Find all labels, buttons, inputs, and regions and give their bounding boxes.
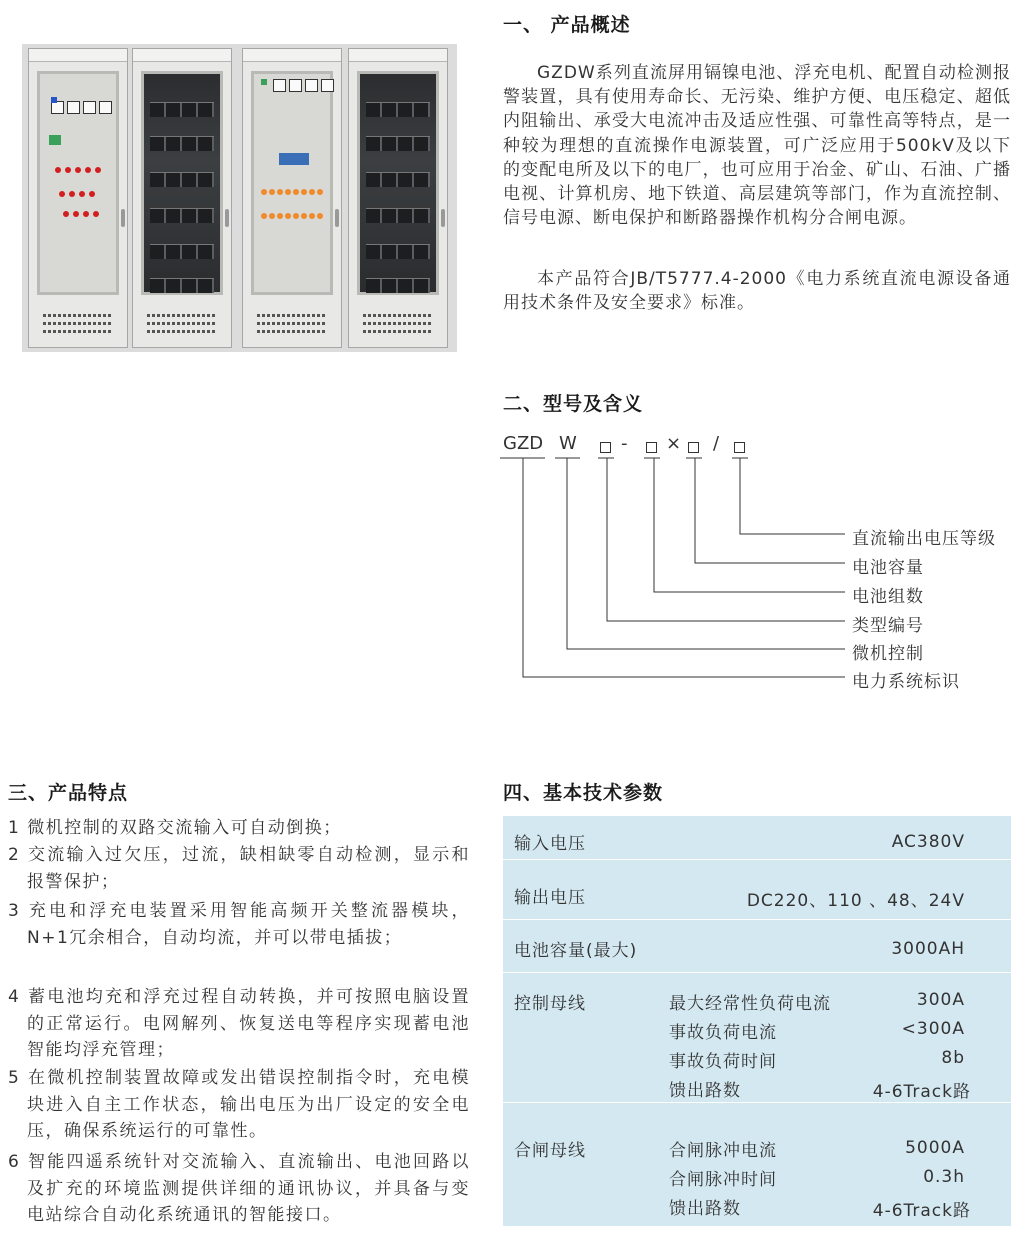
param-battery-capacity-value: 3000AH [891,939,965,959]
param-control-row-name: 馈出路数 [669,1081,741,1101]
feature-item: 6 智能四遥系统针对交流输入、直流输出、电池回路以及扩充的环境监测提供详细的通讯协议，并具备与变电站综合自动化系统通讯的智能接口。 [8,1152,470,1225]
overview-paragraph-1: GZDW系列直流屏用镉镍电池、浮充电机、配置自动检测报警装置，具有使用寿命长、无污染、维护方便、电压稳定、超低内阻输出、承受大电流冲击及适应性强、可靠性高等特点，是一种较为理想的直流操作电源装置，可广泛应用于500kV及以下的变配电所及以下的电厂，也可应用于冶金、矿山、石油、广播电视、计算机房、地下铁道、高层建筑等部门，作为直流控制、信号电源、断电保护和断路器操作机构分合闸电源。 [503,63,1011,229]
model-label-voltage: 直流输出电压等级 [852,529,996,549]
features-heading: 三、产品特点 [8,782,129,804]
param-closing-row-value: 5000A [905,1138,965,1158]
model-times: × [666,433,682,454]
overview-heading: 一、 产品概述 [503,14,631,36]
param-control-row-value: 4-6Track路 [872,1082,971,1102]
param-closing-row-name: 馈出路数 [669,1199,741,1219]
param-control-bus-label: 控制母线 [514,994,586,1014]
overview-paragraph-2: 本产品符合JB/T5777.4-2000《电力系统直流电源设备通用技术条件及安全要求》标准。 [503,269,1011,314]
model-code-w: W [559,433,577,454]
model-label-micro: 微机控制 [852,644,924,664]
param-closing-row-value: 0.3h [923,1167,965,1187]
param-closing-bus-label: 合闸母线 [514,1141,586,1161]
model-label-type: 类型编号 [852,616,924,636]
model-heading: 二、型号及含义 [503,393,644,415]
param-control-row-value: 300A [916,990,965,1010]
model-code-prefix: GZD [503,433,544,454]
param-control-row-name: 事故负荷电流 [669,1023,777,1043]
param-output-voltage-label: 输出电压 [514,888,586,908]
param-control-row-name: 事故负荷时间 [669,1052,777,1072]
param-closing-row-value: 4-6Track路 [872,1201,971,1221]
param-control-row-value: <300A [901,1019,965,1039]
params-table [503,816,1011,1226]
param-control-row-value: 8b [941,1048,965,1068]
feature-item: 5 在微机控制装置故障或发出错误控制指令时，充电模块进入自主工作状态，输出电压为出厂设定的安全电压，确保系统运行的可靠性。 [8,1068,470,1141]
feature-item: 2 交流输入过欠压，过流，缺相缺零自动检测，显示和报警保护； [8,845,470,892]
model-label-capacity: 电池容量 [852,558,924,578]
model-dash: - [621,433,628,454]
feature-item: 4 蓄电池均充和浮充过程自动转换，并可按照电脑设置的正常运行。电网解列、恢复送电等程序实现蓄电池智能均浮充管理； [8,987,470,1060]
model-slash: / [713,433,720,454]
param-control-row-name: 最大经常性负荷电流 [669,994,831,1014]
feature-item: 3 充电和浮充电装置采用智能高频开关整流器模块，N+1冗余相合，自动均流，并可以带电插拔； [8,901,470,948]
param-closing-row-name: 合闸脉冲时间 [669,1170,777,1190]
param-battery-capacity-label: 电池容量(最大) [514,941,638,961]
param-input-voltage-value: AC380V [891,832,965,852]
model-label-groups: 电池组数 [852,587,924,607]
params-heading: 四、基本技术参数 [503,782,664,804]
param-closing-row-name: 合闸脉冲电流 [669,1141,777,1161]
model-label-power: 电力系统标识 [852,672,960,692]
param-input-voltage-label: 输入电压 [514,834,586,854]
param-output-voltage-value: DC220、110 、48、24V [746,891,965,911]
feature-item: 1 微机控制的双路交流输入可自动倒换； [8,818,342,838]
